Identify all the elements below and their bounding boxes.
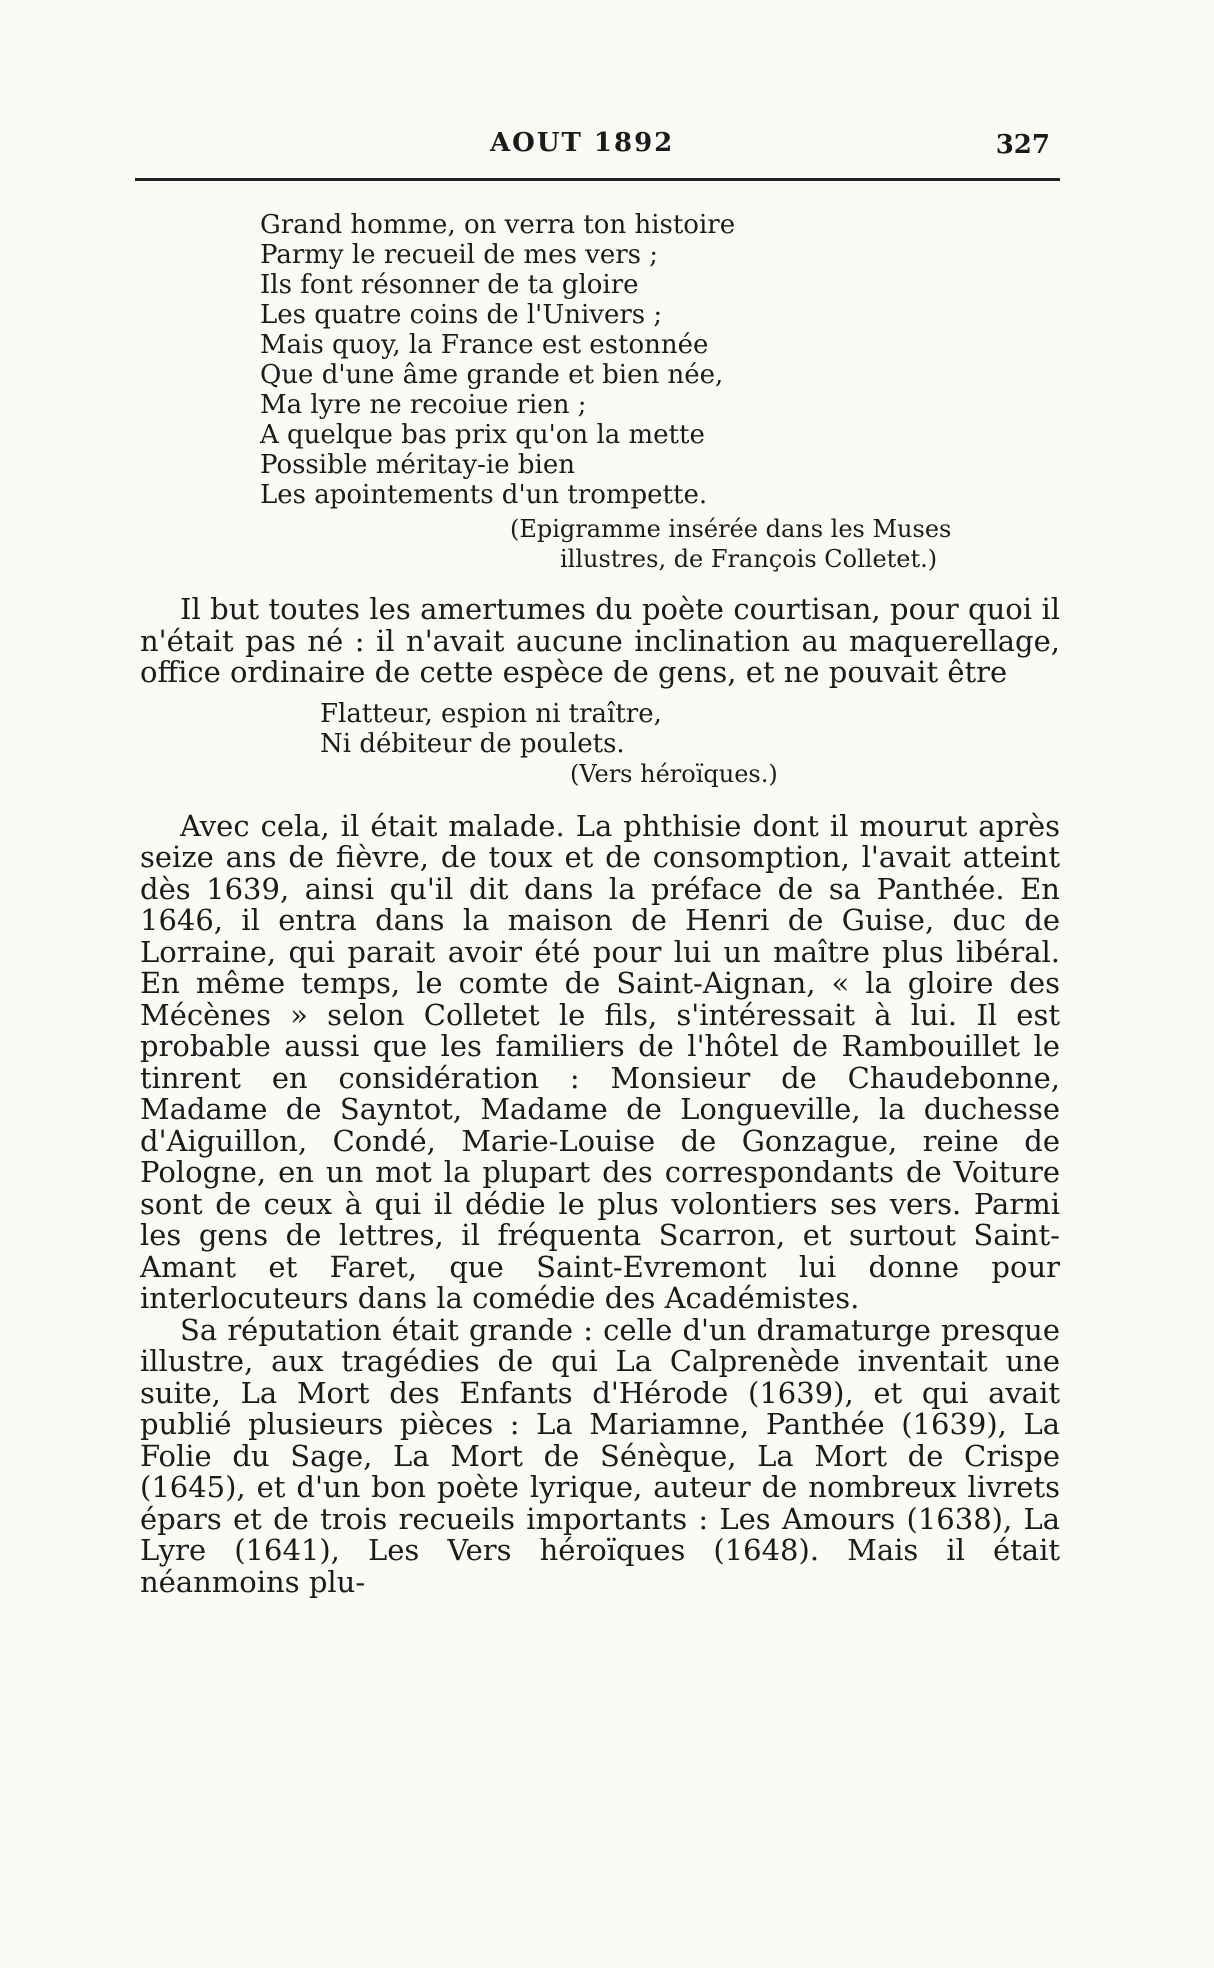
paragraph-2: Avec cela, il était malade. La phthisie dont il mourut après seize ans de fièvre, de toux et de consomption, l'avait atteint dès 1639, ainsi qu'il dit dans la préface de sa Panthée. En 1646, il entra dans la maison de Henri de Guise, duc de Lorraine, qui parait avoir été pour lui un maître plus libéral. En même temps, le comte de Saint-Aignan, « la gloire des Mécènes » selon Colletet le fils, s'intéressait à lui. Il est probable aussi que les familiers de l'hôtel de Rambouillet le tinrent en considération : Monsieur de Chaudebonne, Madame de Sayntot, Madame de Longueville, la duchesse d'Aiguillon, Condé, Marie-Louise de Gonzague, reine de Pologne, en un mot la plupart des correspondants de Voiture sont de ceux à qui il dédie le plus volontiers ses vers. Parmi les gens de lettres, il fréquenta Scarron, et surtout Saint-Amant et Faret, que Saint-Evremont lui donne pour interlocuteurs dans la comédie des Académistes. (140, 808, 1060, 1315)
epigram-attribution-1: (Epigramme insérée dans les Muses (510, 515, 952, 543)
verse-line: Ni débiteur de poulets. (320, 728, 625, 759)
verse-line: Les quatre coins de l'Univers ; (260, 300, 663, 330)
page-header (140, 120, 1060, 170)
verse-line: Parmy le recueil de mes vers ; (260, 240, 659, 270)
page-body (140, 210, 1060, 1598)
epigram-verse (260, 210, 1060, 510)
header-rule (135, 178, 1060, 181)
page-number: 327 (995, 130, 1050, 160)
verse-line: Possible méritay-ie bien (260, 450, 575, 480)
quoted-verse-attribution: (Vers héroïques.) (570, 759, 778, 788)
verse-line: Flatteur, espion ni traître, (320, 698, 662, 729)
quoted-verse (320, 699, 1060, 759)
verse-line: Ils font résonner de ta gloire (260, 270, 639, 300)
paragraph-1: Il but toutes les amertumes du poète courtisan, pour quoi il n'était pas né : il n'avait aucune inclination au maquerellage, office ordinaire de cette espèce de gens, et ne pouvait être (140, 592, 1060, 689)
paragraph-3: Sa réputation était grande : celle d'un dramaturge presque illustre, aux tragédies de qui La Calprenède inventait une suite, La Mort des Enfants d'Hérode (1639), et qui avait publié plusieurs pièces : La Mariamne, Panthée (1639), La Folie du Sage, La Mort de Sénèque, La Mort de Crispe (1645), et d'un bon poète lyrique, auteur de nombreux livrets épars et de trois recueils importants : Les Amours (1638), La Lyre (1641), Les Vers héroïques (1648). Mais il était néanmoins plu- (140, 1312, 1060, 1599)
verse-line: Les apointements d'un trompette. (260, 480, 708, 510)
verse-line: Grand homme, on verra ton histoire (260, 210, 736, 240)
verse-line: Que d'une âme grande et bien née, (260, 360, 724, 390)
verse-line: Ma lyre ne recoiue rien ; (260, 390, 587, 420)
epigram-attribution-2: illustres, de François Colletet.) (560, 545, 938, 573)
verse-line: A quelque bas prix qu'on la mette (260, 420, 705, 450)
verse-line: Mais quoy, la France est estonnée (260, 330, 709, 360)
running-title: AOUT 1892 (490, 128, 675, 158)
